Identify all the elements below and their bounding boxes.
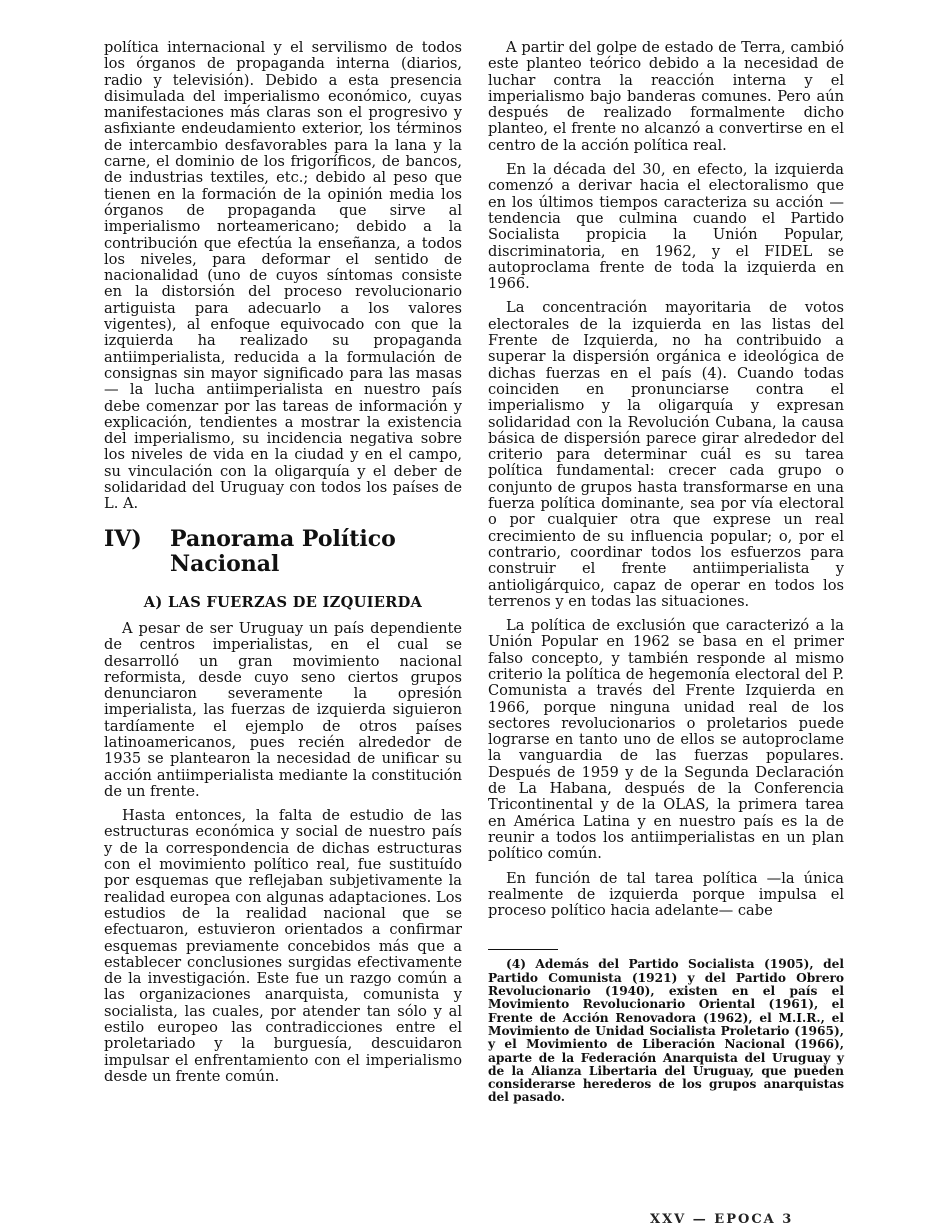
paragraph: A partir del golpe de estado de Terra, cambió este planteo teórico debido a la necesidad de luchar contra la reacción interna y el imperialismo bajo banderas comunes. Pero aún después de realizado formalmente dicho planteo, el frente no alcanzó a convertirse en el centro de la acción política real. (488, 39, 844, 154)
section-title-line-1: Panorama Político (170, 525, 396, 552)
paragraph: La política de exclusión que caracterizó a la Unión Popular en 1962 se basa en el primer falso concepto, y también responde al mismo criterio la política de hegemonía electoral del P. Comunista a través del Frente Izquierda en 1966, porque ninguna unidad real de los sectores revolucionarios o proletarios puede lograrse en tanto uno de ellos se autoproclame la vanguardia de las fuerzas populares. Después de 1959 y de la Segunda Declaración de La Habana, después de la Conferencia Tricontinental y de la OLAS, la primera tarea en América Latina y en nuestro país es la de reunir a todos los antiimperialistas en un plan político común. (488, 617, 844, 863)
paragraph: A pesar de ser Uruguay un país dependiente de centros imperialistas, en el cual se desarrolló un gran movimiento nacional reformista, desde cuyo seno ciertos grupos denunciaron severamente la opresión imperialista, las fuerzas de izquierda siguieron tardíamente el ejemplo de otros países latinoamericanos, pues recién alrededor de 1935 se plantearon la necesidad de unificar su acción antiimperialista mediante la constitución de un frente. (104, 619, 462, 800)
paragraph: La concentración mayoritaria de votos electorales de la izquierda en las listas del Frente de Izquierda, no ha contribuido a superar la dispersión orgánica e ideológica de dichas fuerzas en el país (4). Cuando todas coinciden en pronunciarse contra el imperialismo y la oligarquía y expresan solidaridad con la Revolución Cubana, la causa básica de dispersión parece girar alrededor del criterio para determinar cuál es su tarea política fundamental: crecer cada grupo o conjunto de grupos hasta transformarse en una fuerza política dominante, sea por vía electoral o por cualquier otra que exprese un real crecimiento de su influencia popular; o, por el contrario, coordinar todos los esfuerzos para construir el frente antiimperialista y antioligárquico, capaz de operar en todos los terrenos y en todas las situaciones. (488, 299, 844, 610)
footnote (488, 958, 844, 1104)
paragraph: En la década del 30, en efecto, la izquierda comenzó a derivar hacia el electoralismo que en los últimos tiempos caracteriza su acción — tendencia que culmina cuando el Partido Socialista propicia la Unión Popular, discriminatoria, en 1962, y el FIDEL se autoproclama frente de toda la izquierda en 1966. (488, 161, 844, 293)
footnote-divider (488, 949, 558, 950)
footnote-text: (4) Además del Partido Socialista (1905), del Partido Comunista (1921) y del Partido Obrero Revolucionario (1940), existen en el país el Movimiento Revolucionario Oriental (1961), el Frente de Acción Renovadora (1962), el M.I.R., el Movimiento de Unidad Socialista Proletario (1965), y el Movimiento de Liberación Nacional (1966), aparte de la Federación Anarquista del Uruguay y de la Alianza Libertaria del Uruguay, que pueden considerarse herederos de los grupos anarquistas del pasado. (488, 957, 844, 1105)
paragraph: Hasta entonces, la falta de estudio de las estructuras económica y social de nuestro país y de la correspondencia de dichas estructuras con el movimiento político real, fue sustituído por esquemas que reflejaban subjetivamente la realidad europea con algunas adaptaciones. Los estudios de la realidad nacional que se efectuaron, estuvieron orientados a confirmar esquemas previamente concebidos más que a establecer conclusiones surgidas efectivamente de la investigación. Este fue un razgo común a las organizaciones anarquista, comunista y socialista, las cuales, por atender tan sólo y al estilo europeo las contradicciones entre el proletariado y la burguesía, descuidaron impulsar el enfrentamiento con el imperialismo desde un frente común. (104, 807, 462, 1085)
paragraph: En función de tal tarea política —la única realmente de izquierda porque impulsa el proceso político hacia adelante— cabe (488, 869, 844, 920)
left-column (104, 40, 462, 1093)
section-heading (104, 527, 462, 577)
subsection-heading: A) LAS FUERZAS DE IZQUIERDA (143, 593, 423, 611)
section-number: IV) (104, 525, 142, 552)
section-title-line-2: Nacional (170, 550, 280, 577)
right-column (488, 40, 844, 1105)
page-footer: XXV — EPOCA 3 (650, 1212, 794, 1227)
paragraph: política internacional y el servilismo de todos los órganos de propaganda interna (diarios, radio y televisión). Debido a esta presencia disimulada del imperialismo económico, cuyas manifestaciones más claras son el progresivo y asfixiante endeudamiento exterior, los términos de intercambio desfavorables para la lana y la carne, el dominio de los frigoríficos, de bancos, de industrias textiles, etc.; debido al peso que tienen en la formación de la opinión media los órganos de propaganda que sirve al imperialismo norteamericano; debido a la contribución que efectúa la enseñanza, a todos los niveles, para deformar el sentido de nacionalidad (uno de cuyos síntomas consiste en la distorsión del proceso revolucionario artiguista para adecuarlo a los valores vigentes), al enfoque equivocado con que la izquierda ha realizado su propaganda antiimperialista, reducida a la formulación de consignas sin mayor significado para las masas — la lucha antiimperialista en nuestro país debe comenzar por las tareas de información y explicación, tendientes a mostrar la existencia del imperialismo, su incidencia negativa sobre los niveles de vida en la ciudad y en el campo, su vinculación con la oligarquía y el deber de solidaridad del Uruguay con todos los países de L. A. (104, 39, 462, 513)
